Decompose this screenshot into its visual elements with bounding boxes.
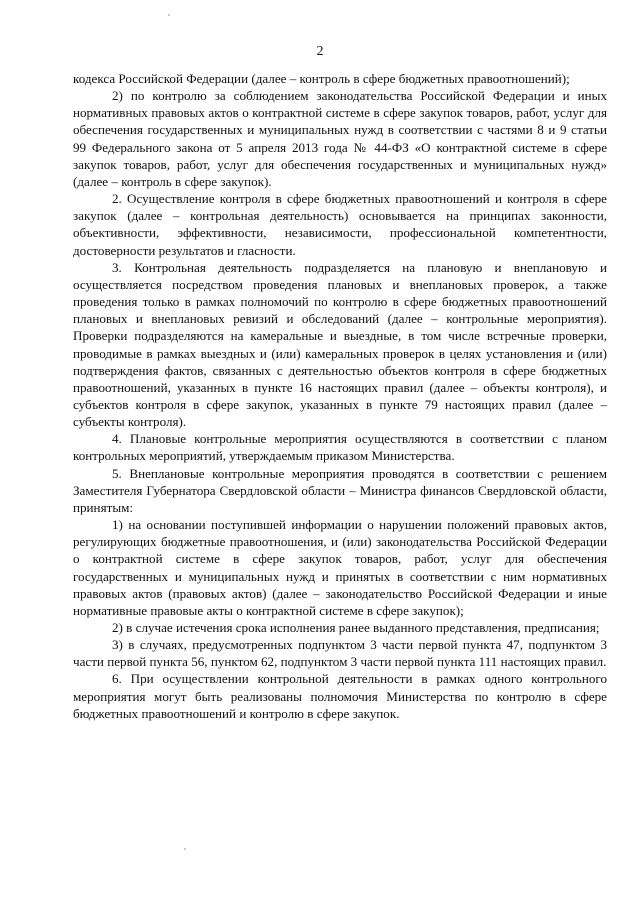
paragraph-section-5-item-2: 2) в случае истечения срока исполнения ранее выданного представления, предписания;: [112, 620, 600, 635]
scan-speck: [184, 848, 186, 850]
paragraph-section-3: 3. Контрольная деятельность подразделяется на плановую и внеплановую и осуществляется посредством проведения плановых и внеплановых проверок, а также проведения только в рамках полномочий по контролю в сфере бюджетных правоотношений плановых и внеплановых ревизий и обследований (далее – контрольные мероприятия). Проверки подразделяются на камеральные и выездные, в том числе встречные проверки, проводимые в рамках выездных и (или) камеральных проверок в целях установления и (или) подтверждения фактов, связанных с деятельностью объектов контроля в сфере бюджетных правоотношений, указанных в пункте 16 настоящих правил (далее – объекты контроля), и субъектов контроля в сфере закупок, указанных в пункте 79 настоящих правил (далее – субъекты контроля).: [73, 259, 607, 430]
paragraph-section-2: 2. Осуществление контроля в сфере бюджетных правоотношений и контроля в сфере закупок (далее – контрольная деятельность) основывается на принципах законности, объективности, эффективности, независимости, профессиональной компетентности, достоверности результатов и гласности.: [73, 191, 607, 258]
page-number: 2: [316, 44, 324, 59]
paragraph-section-5-item-3: 3) в случаях, предусмотренных подпунктом 3 части первой пункта 47, подпунктом 3 части первой пункта 56, пунктом 62, подпунктом 3 части первой пункта 111 настоящих правил.: [73, 637, 607, 670]
paragraph-subitem-2: 2) по контролю за соблюдением законодательства Российской Федерации и иных нормативных правовых актов о контрактной системе в сфере закупок товаров, работ, услуг для обеспечения государственных и муниципальных нужд в соответствии с частями 8 и 9 статьи 99 Федерального закона от 5 апреля 2013 года № 44-ФЗ «О контрактной системе в сфере закупок товаров, работ, услуг для обеспечения государственных и муниципальных нужд» (далее – контроль в сфере закупок).: [73, 88, 607, 189]
document-body: [73, 70, 607, 722]
paragraph-section-4: 4. Плановые контрольные мероприятия осуществляются в соответствии с планом контрольных мероприятий, утверждаемым приказом Министерства.: [73, 431, 607, 464]
paragraph-section-6: 6. При осуществлении контрольной деятельности в рамках одного контрольного мероприятия могут быть реализованы полномочия Министерства по контролю в сфере бюджетных правоотношений и контролю в сфере закупок.: [73, 671, 607, 721]
scan-speck: [168, 14, 170, 16]
paragraph-continuation: кодекса Российской Федерации (далее – контроль в сфере бюджетных правоотношений);: [73, 71, 570, 86]
paragraph-section-5: 5. Внеплановые контрольные мероприятия проводятся в соответствии с решением Заместителя Губернатора Свердловской области – Министра финансов Свердловской области, принятым:: [73, 465, 607, 515]
paragraph-section-5-item-1: 1) на основании поступившей информации о нарушении положений правовых актов, регулирующих бюджетные правоотношения, и (или) законодательства Российской Федерации о контрактной системе в сфере закупок товаров, работ, услуг для обеспечения государственных и муниципальных нужд и принятых в соответствии с ним нормативных правовых актов (правовых актов) (далее – законодательство Российской Федерации и иные нормативные правовые акты о контрактной системе в сфере закупок);: [73, 517, 607, 618]
